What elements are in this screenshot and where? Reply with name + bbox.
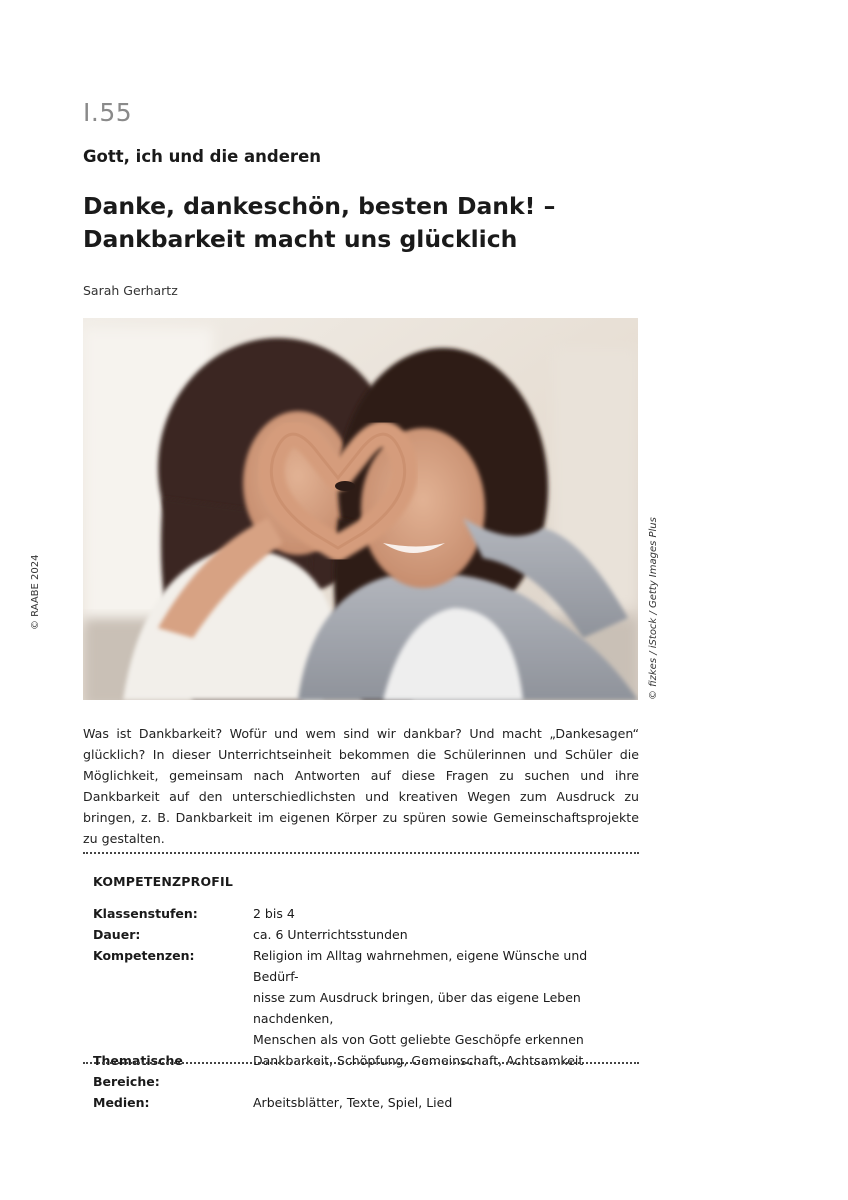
- profile-key: Dauer:: [93, 927, 141, 942]
- profile-row: [93, 945, 633, 1050]
- profile-value-line: Menschen als von Gott geliebte Geschöpfe erkennen: [253, 1032, 584, 1047]
- profile-row: [93, 903, 633, 924]
- photo-credit: © fizkes / iStock / Getty Images Plus: [648, 517, 659, 700]
- profile-value-line: nisse zum Ausdruck bringen, über das eigene Leben nachdenken,: [253, 990, 581, 1026]
- unit-subtitle: Gott, ich und die anderen: [83, 147, 322, 166]
- profile-value-line: Dankbarkeit, Schöpfung, Gemeinschaft, Achtsamkeit: [253, 1053, 584, 1068]
- cover-photo: [83, 318, 638, 700]
- profile-key: Kompetenzen:: [93, 948, 195, 963]
- page-title: [83, 190, 643, 256]
- profile-key: Thematische Bereiche:: [93, 1053, 183, 1089]
- profile-value-line: Arbeitsblätter, Texte, Spiel, Lied: [253, 1095, 453, 1110]
- profile-row: [93, 1050, 633, 1092]
- profile-value-line: ca. 6 Unterrichtsstunden: [253, 927, 408, 942]
- divider-top: [83, 852, 639, 854]
- intro-paragraph: Was ist Dankbarkeit? Wofür und wem sind wir dankbar? Und macht „Dankesagen“ glücklich? In dieser Unterrichtseinheit bekommen die Schülerinnen und Schüler die Möglichkeit, gemeinsam nach Antworten auf diese Fragen zu suchen und ihre Dankbarkeit auf den unterschiedlichsten und kreativen Wegen zum Ausdruck zu bringen, z. B. Dankbarkeit im eigenen Körper zu spüren sowie Gemeinschaftsprojekte zu gestalten.: [83, 726, 639, 846]
- profile-key: Medien:: [93, 1095, 150, 1110]
- unit-number: I.55: [83, 98, 133, 127]
- profile-key: Klassenstufen:: [93, 906, 198, 921]
- profile-row: [93, 924, 633, 945]
- profile-value: [253, 924, 633, 945]
- title-line-1: Danke, dankeschön, besten Dank! –: [83, 192, 556, 220]
- profile-value: [253, 1050, 633, 1092]
- profile-value: [253, 903, 633, 924]
- divider-bottom: [83, 1062, 639, 1064]
- competence-profile-heading: KOMPETENZPROFIL: [93, 874, 234, 889]
- author: Sarah Gerhartz: [83, 283, 178, 298]
- mother-daughter-heart-hands-photo-icon: [83, 318, 638, 700]
- competence-profile-table: [93, 903, 633, 1113]
- profile-row: [93, 1092, 633, 1113]
- copyright-notice: © RAABE 2024: [30, 554, 41, 630]
- title-line-2: Dankbarkeit macht uns glücklich: [83, 225, 518, 253]
- profile-value-line: Religion im Alltag wahrnehmen, eigene Wünsche und Bedürf-: [253, 948, 588, 984]
- profile-value: [253, 945, 633, 1050]
- profile-value-line: 2 bis 4: [253, 906, 295, 921]
- profile-value: [253, 1092, 633, 1113]
